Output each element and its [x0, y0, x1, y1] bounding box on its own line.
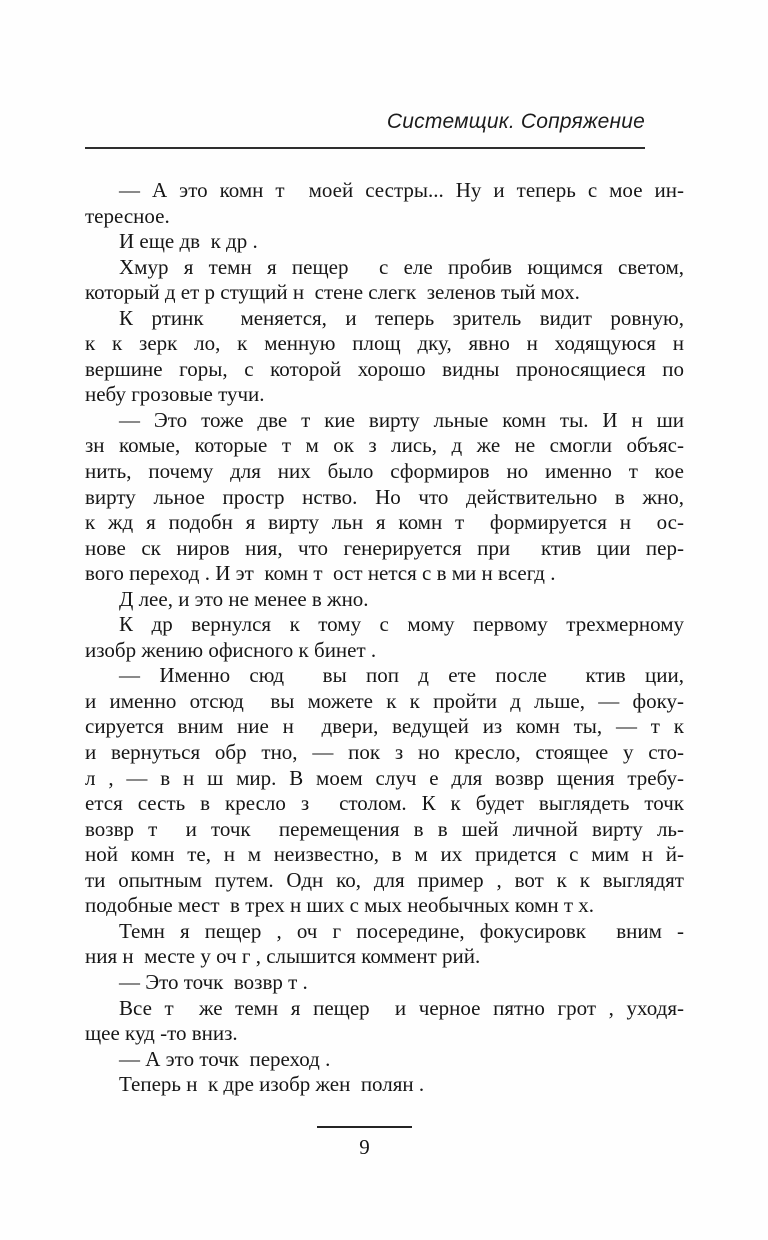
text-line: Все т же темн я пещер и черное пятно грот , уходя-	[119, 995, 684, 1020]
text-line: вого переход . И эт комн т ост нется с в ми н всегд .	[85, 561, 556, 586]
text-line: — А это комн т моей сестры... Ну и теперь с мое ин-	[119, 178, 684, 202]
text-line: нове ск ниров ния, что генерируется при ктив ции пер-	[85, 535, 684, 560]
text-line: изобр жению офисного к бинет .	[85, 637, 377, 662]
text-line: тересное.	[85, 203, 170, 228]
header-rule	[85, 147, 645, 149]
text-line: который д ет р стущий н стене слегк зеленов тый мох.	[85, 280, 580, 305]
text-line: и вернуться обр тно, — пок з но кресло, стоящее у сто-	[85, 740, 684, 765]
text-line: Д лее, и это не менее в жно.	[119, 586, 369, 611]
text-line: подобные мест в трех н ших с мых необычных комн т х.	[85, 893, 595, 918]
text-line: нить, почему для них было сформиров но именно т кое	[85, 459, 684, 484]
text-line: зн комые, которые т м ок з лись, д же не смогли объяс-	[85, 433, 684, 458]
text-line: к к зерк ло, к менную площ дку, явно н ходящуюся н	[85, 331, 684, 356]
text-line: вершине горы, с которой хорошо видны проносящиеся по	[85, 356, 684, 381]
footer-rule	[317, 1126, 412, 1128]
text-line: небу грозовые тучи.	[85, 382, 265, 407]
text-line: ется сесть в кресло з столом. К к будет выглядеть точк	[85, 791, 684, 816]
text-line: л , — в н ш мир. В моем случ е для возвр щения требу-	[85, 765, 684, 790]
text-line: вирту льное простр нство. Но что действительно в жно,	[85, 484, 684, 509]
text-line: щее куд -то вниз.	[85, 1021, 238, 1046]
text-line: ти опытным путем. Одн ко, для пример , вот к к выглядят	[85, 867, 684, 892]
text-line: к жд я подобн я вирту льн я комн т формируется н ос-	[85, 510, 684, 535]
text-line: ния н месте у оч г , слышится коммент рий.	[85, 944, 481, 969]
text-line: ной комн те, н м неизвестно, в м их придется с мим н й-	[85, 842, 684, 867]
text-line: Темн я пещер , оч г посередине, фокусировк вним -	[119, 918, 684, 943]
text-line: — А это точк переход .	[119, 1046, 331, 1071]
text-line: — Именно сюд вы поп д ете после ктив ции,	[119, 663, 684, 688]
text-line: и именно отсюд вы можете к к пройти д льше, — фоку-	[85, 688, 684, 713]
text-line: — Это точк возвр т .	[119, 969, 308, 994]
text-line: Хмур я темн я пещер с еле пробив ющимся светом,	[119, 254, 684, 279]
text-line: И еще дв к др .	[119, 229, 258, 254]
body-text	[85, 178, 684, 1098]
text-line: сируется вним ние н двери, ведущей из комн ты, — т к	[85, 714, 684, 739]
page-number: 9	[359, 1135, 370, 1159]
text-line: К ртинк меняется, и теперь зритель видит ровную,	[119, 305, 684, 330]
text-line: возвр т и точк перемещения в в шей личной вирту ль-	[85, 816, 684, 841]
text-line: Теперь н к дре изобр жен полян .	[119, 1072, 425, 1097]
running-head: Системщик. Сопряжение	[386, 110, 645, 133]
text-line: К др вернулся к тому с мому первому трехмерному	[119, 612, 684, 637]
text-line: — Это тоже две т кие вирту льные комн ты. И н ши	[119, 407, 684, 432]
